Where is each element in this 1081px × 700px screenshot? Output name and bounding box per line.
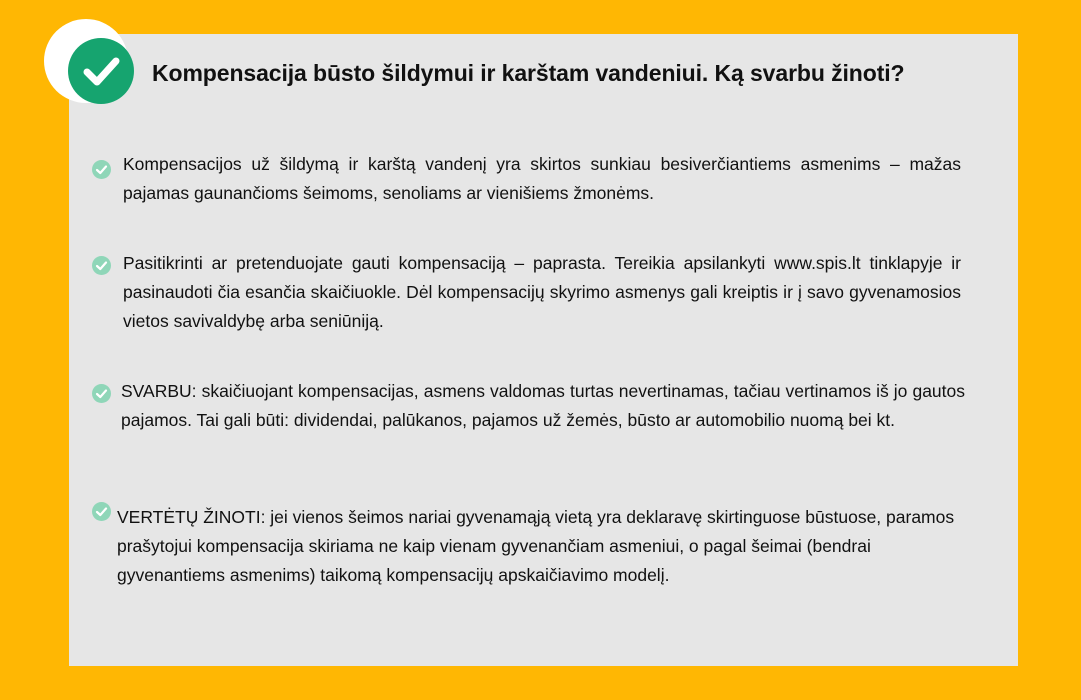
list-item-text: SVARBU: skaičiuojant kompensacijas, asmens valdomas turtas nevertinamas, tačiau vertinamos iš jo gautos pajamos. Tai gali būti: dividendai, palūkanos, pajamos už žemės, būsto ar automobilio nuomą bei kt. <box>121 381 965 430</box>
list-item-text: VERTĖTŲ ŽINOTI: jei vienos šeimos nariai gyvenamąją vietą yra deklaravę skirtinguose būstuose, paramos prašytojui kompensacija skiriama ne kaip vienam gyvenančiam asmeniui, o pagal šeimai (bendrai gyvenantiems asmenims) taikomą kompensacijų apskaičiavimo modelį. <box>117 507 955 585</box>
check-circle-icon <box>92 384 111 403</box>
list-item-text: Kompensacijos už šildymą ir karštą vandenį yra skirtos sunkiau besiverčiantiems asmenims – mažas pajamas gaunančioms šeimoms, senoliams ar vienišiems žmonėms. <box>123 154 961 203</box>
list-item-text: Pasitikrinti ar pretenduojate gauti kompensaciją – paprasta. Tereikia apsilankyti www.spis.lt tinklapyje ir pasinaudoti čia esančia skaičiuokle. Dėl kompensacijų skyrimo asmenys gali kreiptis ir į savo gyvenamosios vietos savivaldybę arba seniūniją. <box>123 253 961 331</box>
check-circle-icon <box>92 160 111 179</box>
check-circle-icon <box>92 502 111 521</box>
check-circle-icon <box>92 256 111 275</box>
checkmark-circle-icon <box>68 38 134 104</box>
page-title: Kompensacija būsto šildymui ir karštam vandeniui. Ką svarbu žinoti? <box>152 60 905 86</box>
